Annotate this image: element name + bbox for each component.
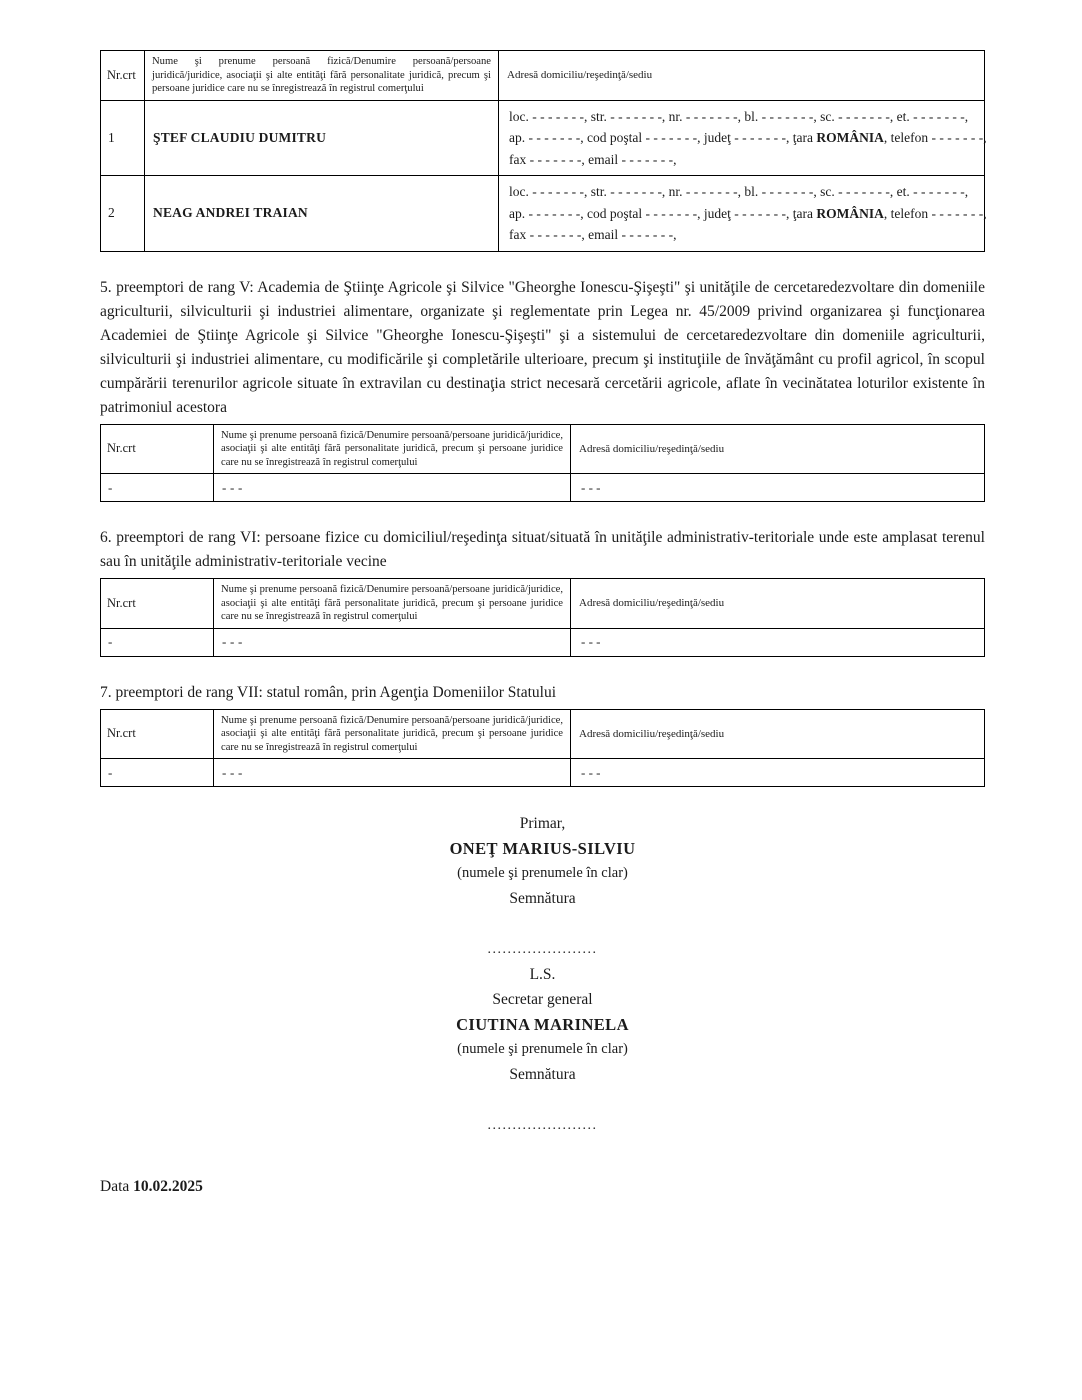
header-address-cell: Adresă domiciliu/reşedinţă/sediu <box>499 51 985 101</box>
table-row <box>101 100 985 176</box>
header-nr-cell: Nr.crt <box>101 51 145 101</box>
address-line-1 <box>509 181 974 203</box>
header-name-cell: Nume şi prenume persoană fizică/Denumire persoană/persoane juridică/juridice, asociaţii şi alte entităţi fără personalitate juridică, precum şi persoane juridice care nu se înregistrează în registrul comerţului <box>214 424 571 474</box>
header-address-cell: Adresă domiciliu/reşedinţă/sediu <box>571 579 985 629</box>
row-number: - <box>101 474 214 502</box>
table-header-row <box>101 709 985 759</box>
date-line <box>100 1178 985 1196</box>
address-line-3 <box>509 224 974 246</box>
address-line-3-text: fax - - - - - - -, email - - - - - - -, <box>509 151 677 167</box>
header-address-cell: Adresă domiciliu/reşedinţă/sediu <box>571 709 985 759</box>
address-line-3 <box>509 149 974 171</box>
table-row <box>101 176 985 252</box>
date-label: Data <box>100 1178 130 1195</box>
secretar-name: CIUTINA MARINELA <box>456 1015 629 1034</box>
preemptors-table-rang-vi <box>100 578 985 657</box>
signature-label: Semnătura <box>509 1066 576 1083</box>
header-address-cell: Adresă domiciliu/reşedinţă/sediu <box>571 424 985 474</box>
name-clarification: (numele şi prenumele în clar) <box>457 1041 628 1057</box>
name-clarification: (numele şi prenumele în clar) <box>457 865 628 881</box>
address-line-2-post: , telefon - - - - - - -, <box>883 130 987 145</box>
signature-dots: ...................... <box>487 942 598 957</box>
country-name: ROMÂNIA <box>816 130 884 145</box>
address-cell <box>499 176 985 252</box>
row-number: - <box>101 759 214 787</box>
preemptors-table-named <box>100 50 985 252</box>
section-7-paragraph: 7. preemptori de rang VII: statul român, prin Agenţia Domeniilor Statului <box>100 683 557 701</box>
section-6-paragraph: 6. preemptori de rang VI: persoane fizice cu domiciliul/reşedinţa situat/situată în unităţile administrativ-teritoriale unde este amplasat terenul sau în unităţile administrativ-teritoriale vecine <box>100 529 985 570</box>
person-name: ŞTEF CLAUDIU DUMITRU <box>145 100 499 176</box>
address-line-2-post: , telefon - - - - - - -, <box>883 205 987 221</box>
address-cell <box>499 100 985 176</box>
header-name-cell: Nume şi prenume persoană fizică/Denumire persoană/persoane juridică/juridice, asociaţii şi alte entităţi fără personalitate juridică, precum şi persoane juridice care nu se înregistrează în registrul comerţului <box>214 579 571 629</box>
address-line-3-text: fax - - - - - - -, email - - - - - - -, <box>509 227 677 242</box>
row-number: 1 <box>101 100 145 176</box>
signature-label: Semnătura <box>509 890 576 907</box>
address-line-1-text: loc. - - - - - - -, str. - - - - - - -, nr. - - - - - - -, bl. - - - - - - -, sc. - - - - - - -, et. - - - - - - -, <box>509 184 969 199</box>
person-name: - - - <box>214 474 571 502</box>
person-name: NEAG ANDREI TRAIAN <box>145 176 499 252</box>
header-nr-cell: Nr.crt <box>101 424 214 474</box>
section-5-paragraph: 5. preemptori de rang V: Academia de Ştiinţe Agricole şi Silvice "Gheorghe Ionescu-Şişeşti" şi unităţile de cercetaredezvoltare din domeniile agriculturii, silviculturii şi industriei alimentare, organizate şi reglementate prin Legea nr. 45/2009 privind organizarea şi funcţionarea Academiei de Ştiinţe Agricole şi Silvice "Gheorghe Ionescu-Şişeşti" şi a sistemului de cercetaredezvoltare din domeniile agriculturii, silviculturii şi industriei alimentare, cu modificările şi completările ulterioare, precum şi instituţiile de învăţământ cu profil agricol, în scopul cumpărării terenurilor agricole situate în extravilan cu destinaţia strict necesară cercetării agricole, aflate în vecinătatea loturilor existente în patrimoniul acestora <box>100 278 985 416</box>
address-line-1 <box>509 106 974 128</box>
primar-name: ONEŢ MARIUS-SILVIU <box>449 839 636 858</box>
address-line-2 <box>509 203 987 225</box>
header-nr-cell: Nr.crt <box>101 709 214 759</box>
address-cell: - - - <box>571 474 985 502</box>
person-name: - - - <box>214 759 571 787</box>
address-cell: - - - <box>571 759 985 787</box>
preemptors-table-rang-vii <box>100 709 985 788</box>
country-name: ROMÂNIA <box>816 205 884 221</box>
ls-label: L.S. <box>529 966 556 983</box>
secretar-title: Secretar general <box>492 991 593 1008</box>
person-name: - - - <box>214 628 571 656</box>
table-header-row <box>101 424 985 474</box>
signature-block <box>100 811 985 1138</box>
document-page <box>100 0 985 1196</box>
address-cell: - - - <box>571 628 985 656</box>
address-line-2-pre: ap. - - - - - - -, cod poştal - - - - - - -, judeţ - - - - - - -, ţara <box>509 205 817 221</box>
header-name-cell: Nume şi prenume persoană fizică/Denumire persoană/persoane juridică/juridice, asociaţii şi alte entităţi fără personalitate juridică, precum şi persoane juridice care nu se înregistrează în registrul comerţului <box>214 709 571 759</box>
signature-dots: ...................... <box>487 1118 598 1133</box>
primar-title: Primar, <box>519 815 566 832</box>
spacer <box>100 1087 985 1113</box>
preemptors-table-rang-v <box>100 424 985 503</box>
table-row <box>101 474 985 502</box>
table-header-row <box>101 579 985 629</box>
row-number: 2 <box>101 176 145 252</box>
address-line-2 <box>509 127 987 149</box>
table-header-row <box>101 51 985 101</box>
date-value: 10.02.2025 <box>133 1178 203 1195</box>
row-number: - <box>101 628 214 656</box>
table-row <box>101 628 985 656</box>
header-name-cell: Nume şi prenume persoană fizică/Denumire persoană/persoane juridică/juridice, asociaţii şi alte entităţi fără personalitate juridică, precum şi persoane juridice care nu se înregistrează în registrul comerţului <box>145 51 499 101</box>
spacer <box>100 911 985 937</box>
address-line-2-pre: ap. - - - - - - -, cod poştal - - - - - - -, judeţ - - - - - - -, ţara <box>509 130 817 145</box>
header-nr-cell: Nr.crt <box>101 579 214 629</box>
address-line-1-text: loc. - - - - - - -, str. - - - - - - -, nr. - - - - - - -, bl. - - - - - - -, sc. - - - - - - -, et. - - - - - - -, <box>509 108 969 124</box>
table-row <box>101 759 985 787</box>
